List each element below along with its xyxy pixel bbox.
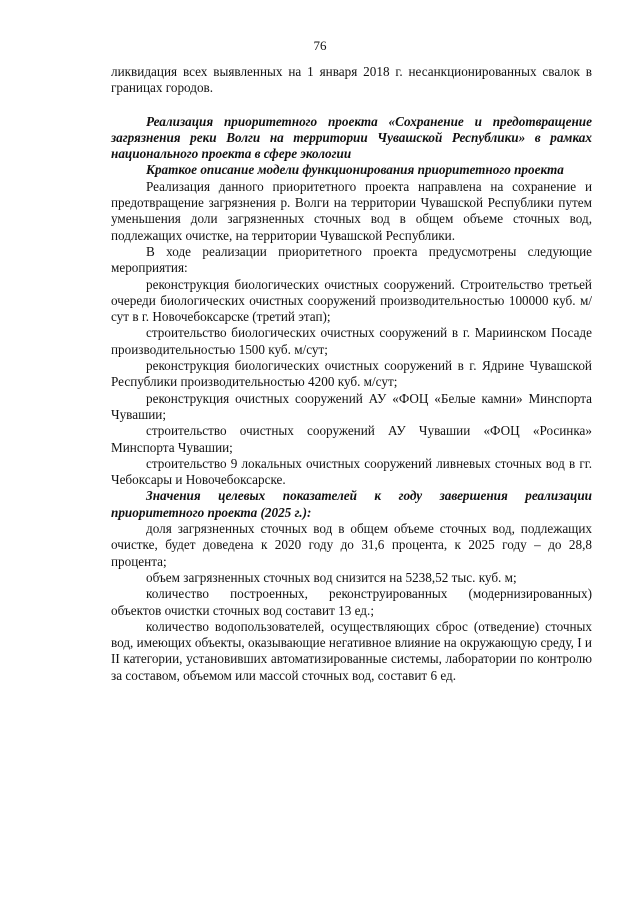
measure-item: строительство очистных сооружений АУ Чувашии «ФОЦ «Росинка» Минспорта Чувашии; <box>111 423 592 455</box>
measures-intro: В ходе реализации приоритетного проекта предусмотрены следующие мероприятия: <box>111 243 592 276</box>
measure-item: строительство 9 локальных очистных сооружений ливневых сточных вод в гг. Чебоксары и Новочебоксарске. <box>111 455 592 488</box>
model-heading: Краткое описание модели функционирования приоритетного проекта <box>146 162 564 178</box>
measure-item: строительство биологических очистных сооружений в г. Мариинском Посаде производительностью 1500 куб. м/сут; <box>111 325 592 357</box>
target-item: объем загрязненных сточных вод снизится на 5238,52 тыс. куб. м; <box>146 569 517 585</box>
model-description: Реализация данного приоритетного проекта направлена на сохранение и предотвращение загрязнения р. Волги на территории Чувашской Республики путем уменьшения доли загрязненных сточных вод в общем объеме сточных вод, подлежащих очистке, на территории Чувашской Республики. <box>111 178 592 243</box>
measure-item: реконструкция биологических очистных сооружений в г. Ядрине Чувашской Республики производительностью 4200 куб. м/сут; <box>111 358 592 390</box>
page-number: 76 <box>313 38 327 53</box>
measure-item: реконструкция биологических очистных сооружений. Строительство третьей очереди биологических очистных сооружений производительностью 100000 куб. м/сут в г. Новочебоксарске (третий этап); <box>111 276 592 325</box>
targets-heading: Значения целевых показателей к году завершения реализации приоритетного проекта (2025 г.): <box>111 488 592 520</box>
measure-item: реконструкция очистных сооружений АУ «ФОЦ «Белые камни» Минспорта Чувашии; <box>111 390 592 422</box>
target-item: количество построенных, реконструированных (модернизированных) объектов очистки сточных вод составит 13 ед.; <box>111 586 592 618</box>
project-heading: Реализация приоритетного проекта «Сохранение и предотвращение загрязнения реки Волги на территории Чувашской Республики» в рамках национального проекта в сфере экологии <box>111 113 592 162</box>
target-item: количество водопользователей, осуществляющих сброс (отведение) сточных вод, имеющих объекты, оказывающие негативное влияние на окружающую среду, I и II категории, установивших автоматизированные системы, лаборатории по контролю за составом, объемом или массой сточных вод, составит 6 ед. <box>111 618 592 683</box>
target-item: доля загрязненных сточных вод в общем объеме сточных вод, подлежащих очистке, будет доведена к 2020 году до 31,6 процента, к 2025 году – до 28,8 процента; <box>111 521 592 569</box>
intro-continuation: ликвидация всех выявленных на 1 января 2018 г. несанкционированных свалок в границах городов. <box>111 64 592 96</box>
page-content <box>111 64 592 684</box>
section-gap <box>111 97 592 114</box>
